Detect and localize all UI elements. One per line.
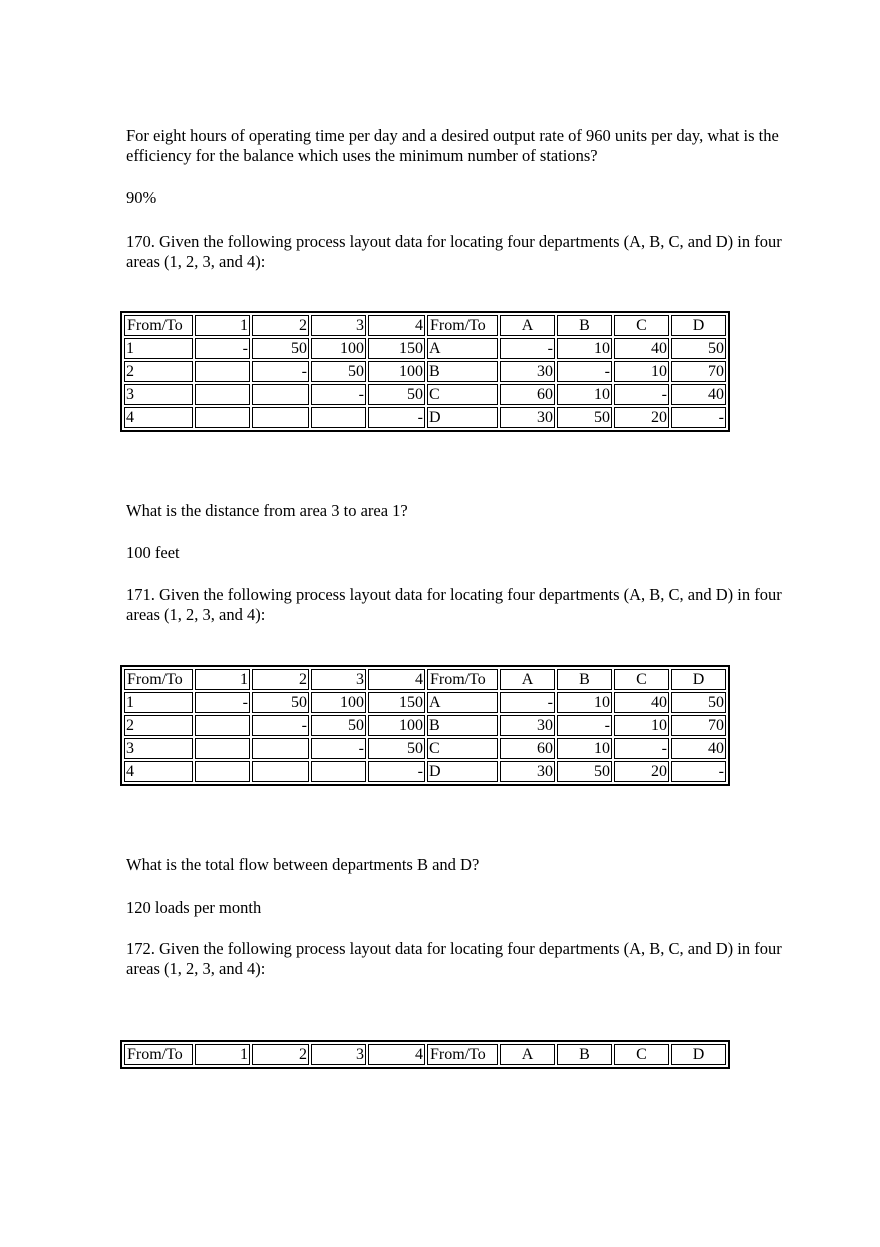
table-cell <box>252 407 309 428</box>
table-cell: 30 <box>500 715 555 736</box>
table-cell: 50 <box>252 338 309 359</box>
table-header-cell: 1 <box>195 315 250 336</box>
table-cell: - <box>368 407 425 428</box>
table-header-cell: A <box>500 1044 555 1065</box>
table-cell: C <box>427 384 498 405</box>
table-header-cell: B <box>557 1044 612 1065</box>
table-cell: B <box>427 361 498 382</box>
table-cell: 60 <box>500 384 555 405</box>
table-cell: 1 <box>124 692 193 713</box>
table-cell: 150 <box>368 692 425 713</box>
table-cell: 50 <box>368 738 425 759</box>
layout-table-172 <box>120 1040 730 1069</box>
table-cell: 40 <box>614 692 669 713</box>
table-cell <box>252 761 309 782</box>
q170-answer: 100 feet <box>126 543 180 562</box>
table-cell <box>252 384 309 405</box>
table-header-cell: B <box>557 669 612 690</box>
table-row <box>124 361 726 382</box>
table-cell <box>195 361 250 382</box>
table-cell: 50 <box>557 761 612 782</box>
q169-answer: 90% <box>126 188 157 207</box>
table-cell: 50 <box>252 692 309 713</box>
table-cell: 30 <box>500 361 555 382</box>
table-row <box>124 692 726 713</box>
table-cell: - <box>195 692 250 713</box>
table-header-cell: C <box>614 315 669 336</box>
table-header-cell: B <box>557 315 612 336</box>
table-cell: 4 <box>124 761 193 782</box>
table-cell: - <box>368 761 425 782</box>
table-cell: - <box>252 715 309 736</box>
table-cell: 10 <box>557 338 612 359</box>
table-header-cell: 2 <box>252 669 309 690</box>
table-cell: 3 <box>124 738 193 759</box>
table-cell: 50 <box>311 361 366 382</box>
table-header-cell: C <box>614 1044 669 1065</box>
table-cell: 2 <box>124 715 193 736</box>
table-header-cell: A <box>500 315 555 336</box>
q171-text: 171. Given the following process layout data for locating four departments (A, B, C, and D) in four areas (1, 2, 3, and 4): <box>126 585 782 624</box>
table-cell: 70 <box>671 715 726 736</box>
table-cell: - <box>671 407 726 428</box>
table-cell: 20 <box>614 761 669 782</box>
table-header-cell: 4 <box>368 315 425 336</box>
table-header-cell: 2 <box>252 1044 309 1065</box>
q172-text: 172. Given the following process layout data for locating four departments (A, B, C, and D) in four areas (1, 2, 3, and 4): <box>126 939 782 978</box>
table-row <box>124 715 726 736</box>
table-header-cell: A <box>500 669 555 690</box>
table-header-cell: 1 <box>195 1044 250 1065</box>
table-cell: 40 <box>671 738 726 759</box>
q169-text: For eight hours of operating time per day and a desired output rate of 960 units per day, what is the efficiency for the balance which uses the minimum number of stations? <box>126 126 779 165</box>
table-cell: 50 <box>671 338 726 359</box>
table-cell <box>195 715 250 736</box>
table-header-cell: 3 <box>311 669 366 690</box>
table-cell: 1 <box>124 338 193 359</box>
table-cell: 2 <box>124 361 193 382</box>
table-cell: - <box>311 384 366 405</box>
table-cell <box>311 407 366 428</box>
table-header-cell: C <box>614 669 669 690</box>
table-header-row <box>124 1044 726 1065</box>
table-cell <box>195 738 250 759</box>
table-cell: 20 <box>614 407 669 428</box>
table-header-row <box>124 315 726 336</box>
table-cell: 10 <box>557 384 612 405</box>
table-header-cell: 4 <box>368 1044 425 1065</box>
table-cell: 100 <box>368 361 425 382</box>
table-cell: - <box>195 338 250 359</box>
table-header-cell: D <box>671 669 726 690</box>
table-header-cell: From/To <box>124 669 193 690</box>
table-cell: D <box>427 407 498 428</box>
table-row <box>124 761 726 782</box>
table-cell: 10 <box>557 738 612 759</box>
table-cell: 10 <box>614 715 669 736</box>
table-header-cell: 3 <box>311 1044 366 1065</box>
table-row <box>124 338 726 359</box>
table-cell: 10 <box>614 361 669 382</box>
table-header-cell: D <box>671 1044 726 1065</box>
table-cell: - <box>614 384 669 405</box>
table-cell: 10 <box>557 692 612 713</box>
table-cell <box>311 761 366 782</box>
table-cell: 150 <box>368 338 425 359</box>
table-cell: D <box>427 761 498 782</box>
table-header-row <box>124 669 726 690</box>
table-cell: 100 <box>311 338 366 359</box>
table-cell: 4 <box>124 407 193 428</box>
table-cell: C <box>427 738 498 759</box>
table-cell: 40 <box>614 338 669 359</box>
table-cell: 50 <box>557 407 612 428</box>
table-row <box>124 738 726 759</box>
table-header-cell: From/To <box>427 669 498 690</box>
table-cell: 50 <box>368 384 425 405</box>
table-cell: 30 <box>500 407 555 428</box>
table-cell: - <box>500 338 555 359</box>
table-header-cell: From/To <box>427 1044 498 1065</box>
layout-table-170 <box>120 311 730 432</box>
table-cell: A <box>427 338 498 359</box>
table-header-cell: 4 <box>368 669 425 690</box>
q171-answer: 120 loads per month <box>126 898 262 917</box>
q171-question: What is the total flow between departments B and D? <box>126 855 480 874</box>
table-cell <box>252 738 309 759</box>
q170-text: 170. Given the following process layout data for locating four departments (A, B, C, and D) in four areas (1, 2, 3, and 4): <box>126 232 782 271</box>
table-cell: - <box>557 361 612 382</box>
table-cell: 70 <box>671 361 726 382</box>
table-cell: 50 <box>671 692 726 713</box>
table-cell: A <box>427 692 498 713</box>
table-header-cell: From/To <box>124 1044 193 1065</box>
table-cell: 40 <box>671 384 726 405</box>
table-cell: - <box>614 738 669 759</box>
table-header-cell: 1 <box>195 669 250 690</box>
table-cell: - <box>252 361 309 382</box>
table-header-cell: From/To <box>124 315 193 336</box>
table-header-cell: 3 <box>311 315 366 336</box>
table-header-cell: 2 <box>252 315 309 336</box>
table-cell: 100 <box>311 692 366 713</box>
table-cell: 100 <box>368 715 425 736</box>
table-cell: 50 <box>311 715 366 736</box>
table-cell <box>195 407 250 428</box>
table-header-cell: D <box>671 315 726 336</box>
table-cell: - <box>671 761 726 782</box>
table-row <box>124 407 726 428</box>
table-row <box>124 384 726 405</box>
table-cell: - <box>311 738 366 759</box>
table-cell: - <box>557 715 612 736</box>
table-cell <box>195 384 250 405</box>
table-cell: 30 <box>500 761 555 782</box>
table-cell <box>195 761 250 782</box>
table-cell: 3 <box>124 384 193 405</box>
q170-question: What is the distance from area 3 to area 1? <box>126 501 408 520</box>
table-header-cell: From/To <box>427 315 498 336</box>
layout-table-171 <box>120 665 730 786</box>
table-cell: B <box>427 715 498 736</box>
table-cell: 60 <box>500 738 555 759</box>
table-cell: - <box>500 692 555 713</box>
